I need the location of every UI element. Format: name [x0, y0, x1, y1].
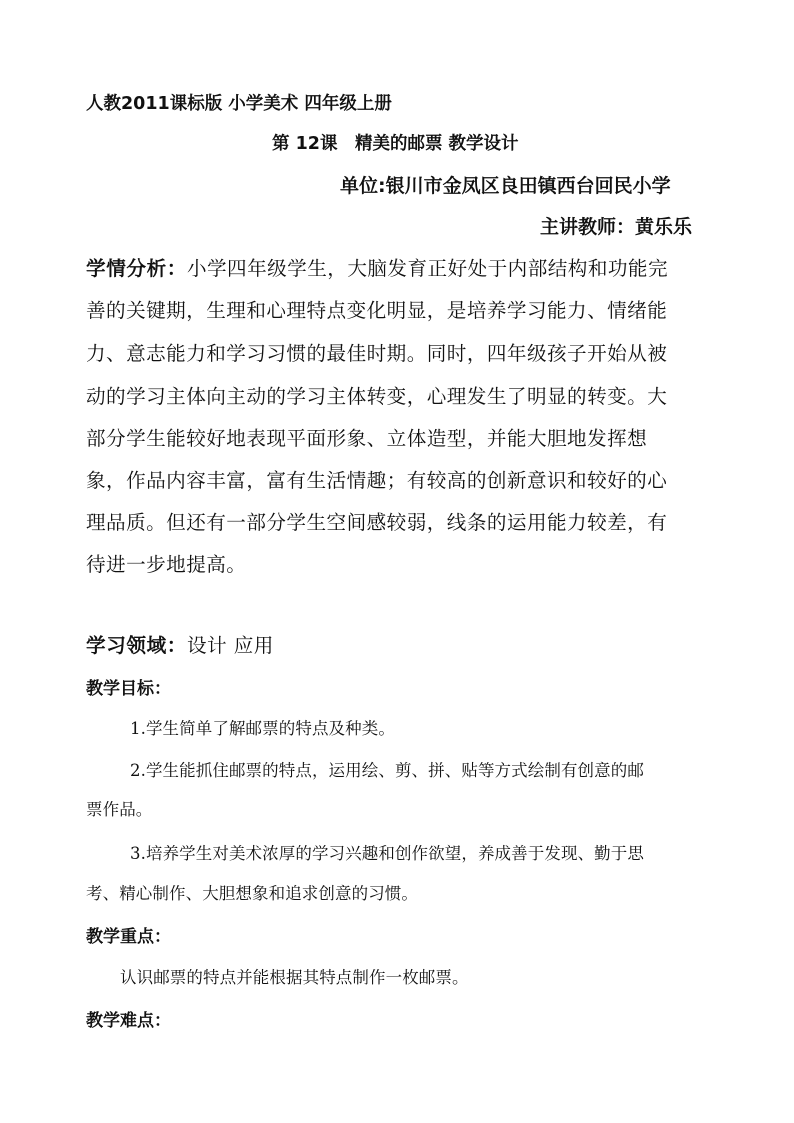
analysis-text: 小学四年级学生，大脑发育正好处于内部结构和功能完 — [186, 257, 669, 280]
objectives-heading: 教学目标： — [86, 679, 171, 699]
objective-item-3-line-1: 3.培养学生对美术浓厚的学习兴趣和创作欲望，养成善于发现、勤于思 — [130, 844, 644, 863]
difficulties-heading: 教学难点： — [86, 1011, 171, 1031]
analysis-line-5: 部分学生能较好地表现平面形象、立体造型，并能大胆地发挥想 — [86, 427, 648, 450]
school-unit: 单位:银川市金凤区良田镇西台回民小学 — [340, 175, 671, 197]
objective-item-1: 1.学生简单了解邮票的特点及种类。 — [130, 719, 395, 738]
analysis-line-4: 动的学习主体向主动的学习主体转变，心理发生了明显的转变。大 — [86, 385, 668, 408]
lesson-title: 第 12课 精美的邮票 教学设计 — [272, 134, 519, 154]
objective-item-3-line-2: 考、精心制作、大胆想象和追求创意的习惯。 — [86, 884, 418, 903]
objective-item-2-line-2: 票作品。 — [86, 800, 153, 819]
publisher-line: 人教2011课标版 小学美术 四年级上册 — [86, 94, 392, 114]
analysis-line-3: 力、意志能力和学习习惯的最佳时期。同时，四年级孩子开始从被 — [86, 342, 668, 365]
analysis-line-6: 象，作品内容丰富，富有生活情趣；有较高的创新意识和较好的心 — [86, 469, 668, 492]
teacher-name: 主讲教师：黄乐乐 — [540, 216, 693, 238]
key-points-heading: 教学重点： — [86, 927, 171, 947]
analysis-line-8: 待进一步地提高。 — [86, 553, 247, 576]
learning-domain-label: 学习领域： — [86, 634, 187, 657]
learning-domain — [86, 636, 274, 656]
analysis-line-7: 理品质。但还有一部分学生空间感较弱，线条的运用能力较差，有 — [86, 511, 668, 534]
objective-item-2-line-1: 2.学生能抓住邮票的特点，运用绘、剪、拼、贴等方式绘制有创意的邮 — [130, 761, 644, 780]
learning-domain-value: 设计 应用 — [186, 634, 274, 657]
key-points-text: 认识邮票的特点并能根据其特点制作一枚邮票。 — [120, 968, 469, 987]
analysis-line-2: 善的关键期，生理和心理特点变化明显，是培养学习能力、情绪能 — [86, 299, 668, 322]
analysis-line-1 — [86, 259, 668, 279]
analysis-label: 学情分析： — [86, 257, 187, 280]
